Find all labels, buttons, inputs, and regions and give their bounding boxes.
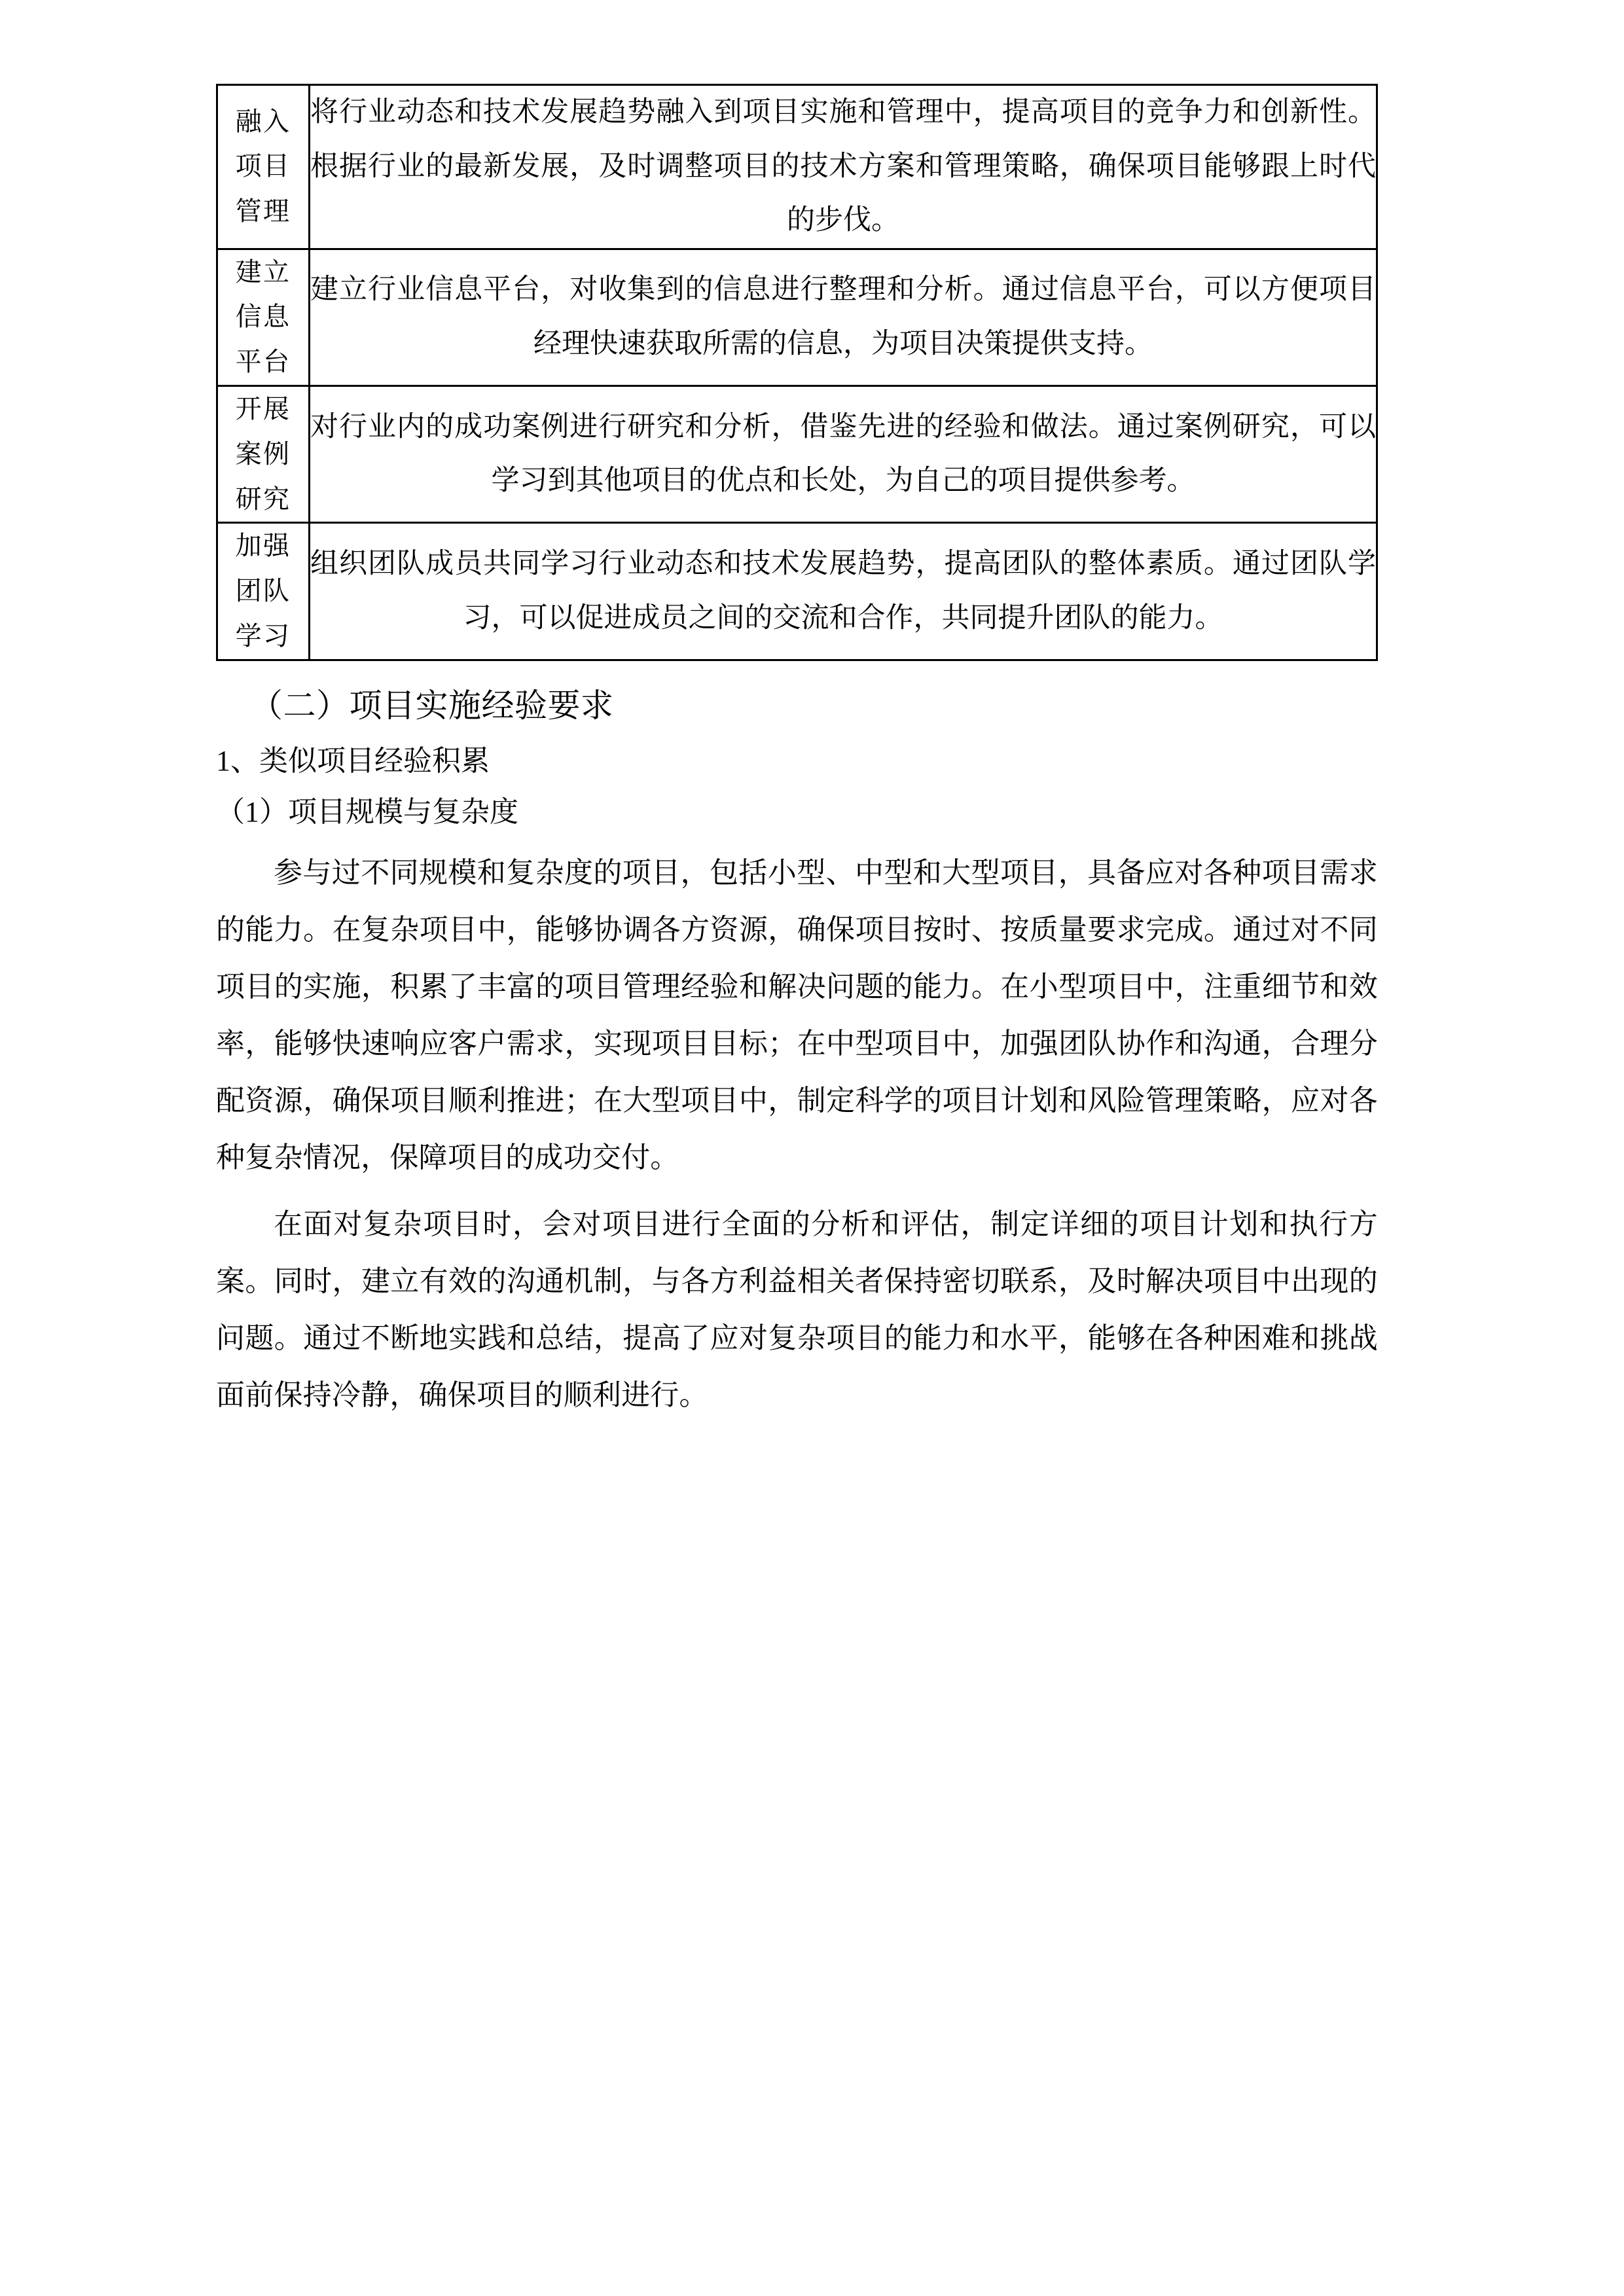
table-row: [217, 85, 1377, 249]
measures-table: [216, 84, 1378, 661]
row-label-line: 管理: [235, 196, 291, 226]
row-label-stack: [218, 250, 308, 385]
table-row: [217, 249, 1377, 386]
row-label-stack: [218, 387, 308, 522]
row-label-line: 案例: [235, 439, 291, 469]
numbered-heading: 1、类似项目经验积累: [216, 745, 490, 778]
table-row: [217, 386, 1377, 523]
row-label-cell: [217, 523, 310, 660]
row-label-cell: [217, 249, 310, 386]
row-label-line: 平台: [235, 347, 291, 377]
row-label-line: 研究: [235, 484, 291, 514]
row-label-cell: [217, 386, 310, 523]
row-label-stack: [218, 99, 308, 234]
row-label-line: 项目: [235, 151, 291, 181]
row-label-line: 融入: [235, 106, 291, 136]
row-body-cell: [310, 523, 1377, 660]
row-body-cell: [310, 249, 1377, 386]
body-paragraph: 参与过不同规模和复杂度的项目，包括小型、中型和大型项目，具备应对各种项目需求的能力。在复杂项目中，能够协调各方资源，确保项目按时、按质量要求完成。通过对不同项目的实施，积累了丰富的项目管理经验和解决问题的能力。在小型项目中，注重细节和效率，能够快速响应客户需求，实现项目目标；在中型项目中，加强团队协作和沟通，合理分配资源，确保项目顺利推进；在大型项目中，制定科学的项目计划和风险管理策略，应对各种复杂情况，保障项目的成功交付。: [216, 856, 1378, 1174]
row-label-line: 团队: [235, 576, 291, 606]
sub-heading: （1）项目规模与复杂度: [216, 795, 518, 828]
body-paragraph: 在面对复杂项目时，会对项目进行全面的分析和评估，制定详细的项目计划和执行方案。同时，建立有效的沟通机制，与各方利益相关者保持密切联系，及时解决项目中出现的问题。通过不断地实践和总结，提高了应对复杂项目的能力和水平，能够在各种困难和挑战面前保持冷静，确保项目的顺利进行。: [216, 1208, 1378, 1411]
table-body: [217, 85, 1377, 660]
row-label-line: 学习: [235, 621, 291, 651]
row-body-text: 建立行业信息平台，对收集到的信息进行整理和分析。通过信息平台，可以方便项目经理快速获取所需的信息，为项目决策提供支持。: [310, 274, 1376, 359]
row-body-cell: [310, 85, 1377, 249]
row-label-cell: [217, 85, 310, 249]
row-body-cell: [310, 386, 1377, 523]
row-body-text: 组织团队成员共同学习行业动态和技术发展趋势，提高团队的整体素质。通过团队学习，可以促进成员之间的交流和合作，共同提升团队的能力。: [310, 548, 1376, 634]
row-label-line: 加强: [235, 531, 291, 561]
row-label-line: 建立: [235, 257, 291, 287]
section-heading: （二）项目实施经验要求: [250, 687, 614, 724]
row-label-line: 信息: [235, 302, 291, 332]
row-label-stack: [218, 524, 308, 658]
row-body-text: 对行业内的成功案例进行研究和分析，借鉴先进的经验和做法。通过案例研究，可以学习到其他项目的优点和长处，为自己的项目提供参考。: [310, 411, 1376, 497]
row-body-text: 将行业动态和技术发展趋势融入到项目实施和管理中，提高项目的竞争力和创新性。根据行业的最新发展，及时调整项目的技术方案和管理策略，确保项目能够跟上时代的步伐。: [310, 97, 1376, 236]
table-row: [217, 523, 1377, 660]
row-label-line: 开展: [235, 394, 291, 424]
